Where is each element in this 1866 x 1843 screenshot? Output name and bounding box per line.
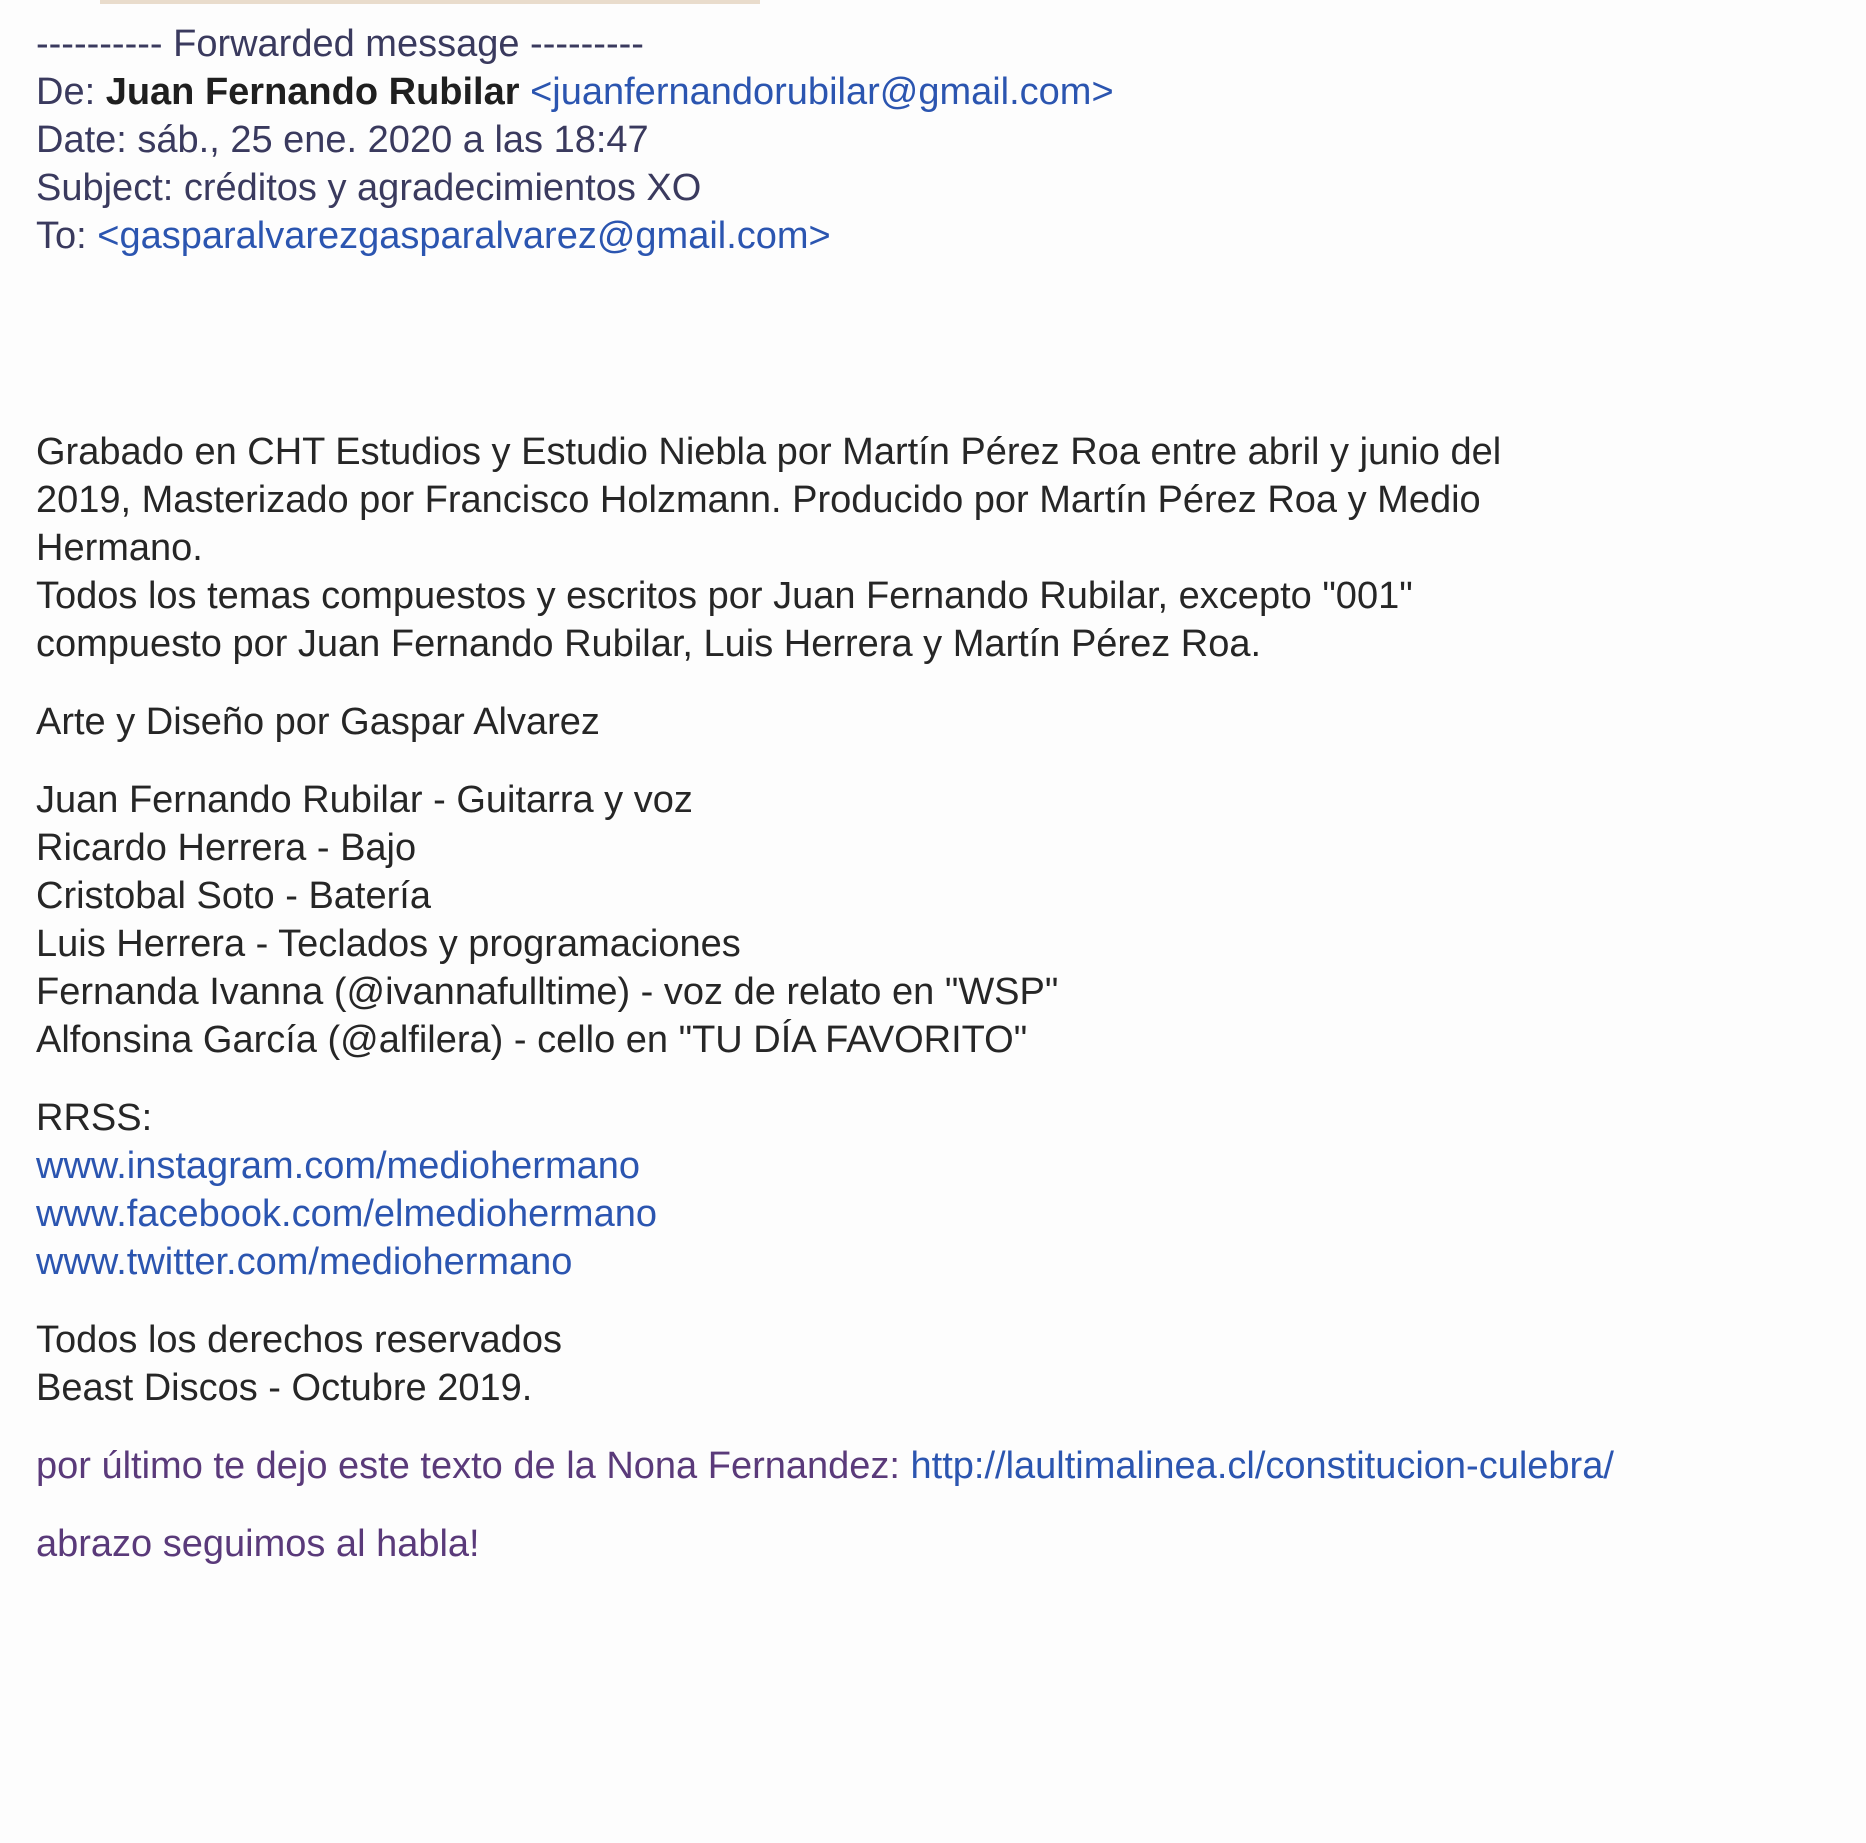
- closing-text: por último te dejo este texto de la Nona Fernandez:: [36, 1445, 900, 1487]
- label-text: Beast Discos - Octubre 2019.: [36, 1367, 533, 1409]
- instagram-link[interactable]: www.instagram.com/mediohermano: [36, 1145, 641, 1187]
- subject-label: Subject:: [36, 167, 174, 209]
- from-row: [36, 68, 1836, 116]
- credits-line: compuesto por Juan Fernando Rubilar, Luis Herrera y Martín Pérez Roa.: [36, 623, 1262, 665]
- to-row: [36, 212, 1836, 260]
- paper-edge: [100, 0, 760, 4]
- recipient-email-link[interactable]: <gasparalvarezgasparalvarez@gmail.com>: [97, 215, 831, 257]
- credits-line: Hermano.: [36, 527, 203, 569]
- musicians-list: [36, 776, 1836, 1064]
- sender-name: Juan Fernando Rubilar: [105, 71, 520, 113]
- musician-item: Fernanda Ivanna (@ivannafulltime) - voz de relato en "WSP": [36, 971, 1059, 1013]
- art-credit: Arte y Diseño por Gaspar Alvarez: [36, 701, 600, 743]
- email-header: [36, 20, 1836, 260]
- rights-text: Todos los derechos reservados: [36, 1319, 562, 1361]
- date-value: sáb., 25 ene. 2020 a las 18:47: [137, 119, 649, 161]
- musician-item: Ricardo Herrera - Bajo: [36, 827, 417, 869]
- email-content: [36, 20, 1836, 1568]
- musician-item: Luis Herrera - Teclados y programaciones: [36, 923, 741, 965]
- to-label: To:: [36, 215, 87, 257]
- subject-value: créditos y agradecimientos XO: [183, 167, 702, 209]
- closing-row: [36, 1442, 1836, 1490]
- credits-paragraph: [36, 428, 1836, 668]
- credits-line: Todos los temas compuestos y escritos por Juan Fernando Rubilar, excepto "001": [36, 575, 1413, 617]
- date-row: [36, 116, 1836, 164]
- forwarded-divider: ---------- Forwarded message ---------: [36, 23, 644, 65]
- social-label: RRSS:: [36, 1097, 153, 1139]
- credits-line: Grabado en CHT Estudios y Estudio Niebla por Martín Pérez Roa entre abril y junio del: [36, 431, 1502, 473]
- social-section: [36, 1094, 1836, 1286]
- musician-item: Cristobal Soto - Batería: [36, 875, 431, 917]
- from-label: De:: [36, 71, 96, 113]
- farewell-text: abrazo seguimos al habla!: [36, 1523, 480, 1565]
- sender-email-link[interactable]: <juanfernandorubilar@gmail.com>: [530, 71, 1114, 113]
- musician-item: Juan Fernando Rubilar - Guitarra y voz: [36, 779, 693, 821]
- subject-row: [36, 164, 1836, 212]
- twitter-link[interactable]: www.twitter.com/mediohermano: [36, 1241, 573, 1283]
- credits-line: 2019, Masterizado por Francisco Holzmann. Producido por Martín Pérez Roa y Medio: [36, 479, 1481, 521]
- article-link[interactable]: http://laultimalinea.cl/constitucion-culebra/: [910, 1445, 1614, 1487]
- facebook-link[interactable]: www.facebook.com/elmediohermano: [36, 1193, 657, 1235]
- date-label: Date:: [36, 119, 127, 161]
- musician-item: Alfonsina García (@alfilera) - cello en "TU DÍA FAVORITO": [36, 1019, 1028, 1061]
